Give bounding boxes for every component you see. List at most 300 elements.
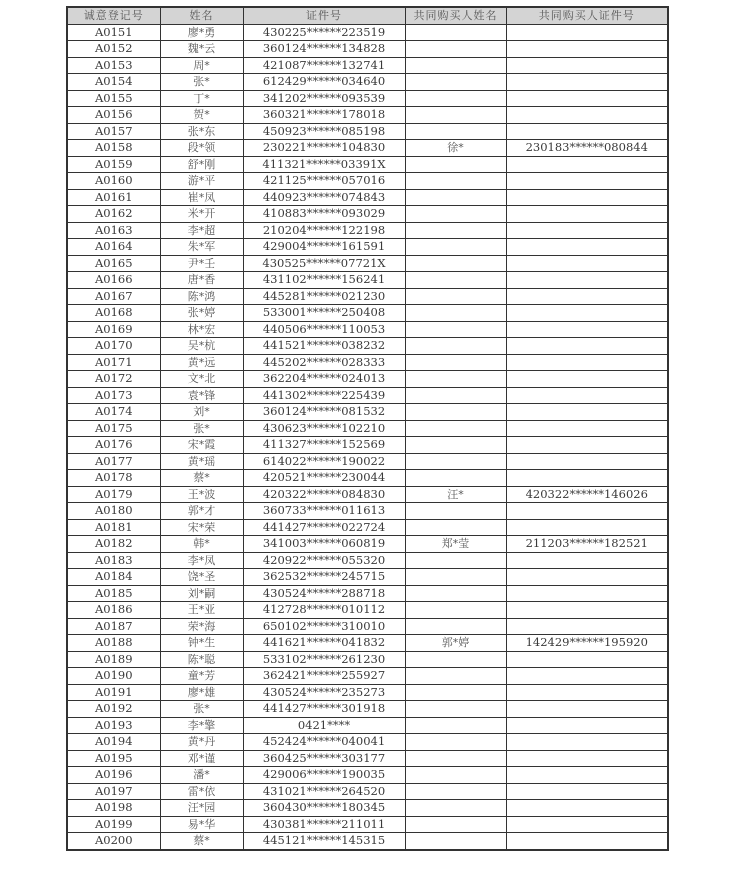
cell-co-buyer-name [405, 453, 506, 470]
cell-co-buyer-id-no: 420322******146026 [506, 486, 668, 503]
cell-co-buyer-id-no [506, 800, 668, 817]
cell-co-buyer-id-no [506, 420, 668, 437]
cell-id-no: 420922******055320 [243, 552, 405, 569]
cell-co-buyer-name [405, 618, 506, 635]
table-row [67, 585, 668, 602]
cell-name: 陈*鸿 [160, 288, 243, 305]
table-row [67, 288, 668, 305]
cell-registration-no: A0169 [67, 321, 160, 338]
cell-registration-no: A0174 [67, 404, 160, 421]
table-row [67, 371, 668, 388]
cell-co-buyer-id-no [506, 585, 668, 602]
cell-co-buyer-name [405, 833, 506, 850]
cell-co-buyer-name [405, 651, 506, 668]
cell-id-no: 533102******261230 [243, 651, 405, 668]
cell-id-no: 429006******190035 [243, 767, 405, 784]
cell-id-no: 420322******084830 [243, 486, 405, 503]
table-row [67, 651, 668, 668]
cell-name: 黄*远 [160, 354, 243, 371]
cell-id-no: 440923******074843 [243, 189, 405, 206]
cell-id-no: 410883******093029 [243, 206, 405, 223]
cell-co-buyer-id-no [506, 717, 668, 734]
cell-id-no: 430525******07721X [243, 255, 405, 272]
cell-name: 朱*军 [160, 239, 243, 256]
cell-co-buyer-name: 徐* [405, 140, 506, 157]
cell-name: 段*领 [160, 140, 243, 157]
cell-co-buyer-name [405, 519, 506, 536]
cell-id-no: 360321******178018 [243, 107, 405, 124]
cell-co-buyer-id-no [506, 107, 668, 124]
cell-co-buyer-id-no [506, 404, 668, 421]
cell-registration-no: A0171 [67, 354, 160, 371]
cell-co-buyer-id-no [506, 470, 668, 487]
cell-co-buyer-id-no [506, 305, 668, 322]
cell-id-no: 360124******081532 [243, 404, 405, 421]
cell-co-buyer-name [405, 305, 506, 322]
cell-co-buyer-id-no: 211203******182521 [506, 536, 668, 553]
cell-co-buyer-id-no [506, 668, 668, 685]
cell-name: 饶*圣 [160, 569, 243, 586]
table-row [67, 222, 668, 239]
cell-co-buyer-name [405, 734, 506, 751]
cell-co-buyer-name [405, 684, 506, 701]
cell-registration-no: A0198 [67, 800, 160, 817]
cell-id-no: 440506******110053 [243, 321, 405, 338]
cell-id-no: 210204******122198 [243, 222, 405, 239]
cell-registration-no: A0176 [67, 437, 160, 454]
cell-registration-no: A0178 [67, 470, 160, 487]
table-row [67, 354, 668, 371]
cell-id-no: 445202******028333 [243, 354, 405, 371]
cell-registration-no: A0186 [67, 602, 160, 619]
cell-co-buyer-name: 汪* [405, 486, 506, 503]
table-row [67, 24, 668, 41]
cell-name: 袁*锋 [160, 387, 243, 404]
cell-co-buyer-name [405, 189, 506, 206]
cell-id-no: 0421**** [243, 717, 405, 734]
cell-name: 王*亚 [160, 602, 243, 619]
cell-id-no: 420521******230044 [243, 470, 405, 487]
cell-co-buyer-id-no [506, 41, 668, 58]
cell-id-no: 431021******264520 [243, 783, 405, 800]
cell-name: 张* [160, 701, 243, 718]
cell-co-buyer-id-no [506, 338, 668, 355]
cell-co-buyer-id-no: 230183******080844 [506, 140, 668, 157]
table-row [67, 305, 668, 322]
cell-id-no: 452424******040041 [243, 734, 405, 751]
header-name: 姓名 [160, 7, 243, 24]
table-row [67, 272, 668, 289]
table-row [67, 338, 668, 355]
cell-co-buyer-id-no [506, 206, 668, 223]
table-row [67, 684, 668, 701]
cell-registration-no: A0182 [67, 536, 160, 553]
cell-registration-no: A0168 [67, 305, 160, 322]
cell-co-buyer-id-no [506, 519, 668, 536]
table-row [67, 404, 668, 421]
cell-co-buyer-id-no [506, 437, 668, 454]
cell-co-buyer-id-no [506, 701, 668, 718]
cell-registration-no: A0197 [67, 783, 160, 800]
table-row [67, 90, 668, 107]
table-row [67, 486, 668, 503]
cell-registration-no: A0181 [67, 519, 160, 536]
cell-id-no: 614022******190022 [243, 453, 405, 470]
header-co-buyer-id-no: 共同购买人证件号 [506, 7, 668, 24]
cell-name: 张*东 [160, 123, 243, 140]
cell-name: 宋*荣 [160, 519, 243, 536]
cell-registration-no: A0200 [67, 833, 160, 850]
cell-co-buyer-id-no [506, 239, 668, 256]
table-row [67, 734, 668, 751]
cell-registration-no: A0166 [67, 272, 160, 289]
cell-registration-no: A0172 [67, 371, 160, 388]
cell-co-buyer-name [405, 585, 506, 602]
cell-co-buyer-name [405, 321, 506, 338]
cell-co-buyer-name [405, 437, 506, 454]
cell-registration-no: A0191 [67, 684, 160, 701]
cell-name: 文*北 [160, 371, 243, 388]
cell-co-buyer-id-no [506, 767, 668, 784]
cell-co-buyer-id-no [506, 750, 668, 767]
cell-registration-no: A0151 [67, 24, 160, 41]
cell-name: 郭*才 [160, 503, 243, 520]
table-row [67, 552, 668, 569]
cell-co-buyer-name [405, 420, 506, 437]
table-row [67, 701, 668, 718]
cell-id-no: 412728******010112 [243, 602, 405, 619]
cell-registration-no: A0195 [67, 750, 160, 767]
cell-name: 韩* [160, 536, 243, 553]
cell-registration-no: A0163 [67, 222, 160, 239]
cell-co-buyer-name [405, 387, 506, 404]
cell-registration-no: A0154 [67, 74, 160, 91]
cell-co-buyer-name [405, 24, 506, 41]
cell-name: 刘*嗣 [160, 585, 243, 602]
table-row [67, 74, 668, 91]
cell-co-buyer-id-no [506, 552, 668, 569]
cell-id-no: 362532******245715 [243, 569, 405, 586]
cell-name: 蔡* [160, 470, 243, 487]
cell-co-buyer-id-no [506, 90, 668, 107]
cell-registration-no: A0179 [67, 486, 160, 503]
cell-co-buyer-name [405, 701, 506, 718]
cell-name: 王*波 [160, 486, 243, 503]
table-row [67, 41, 668, 58]
cell-co-buyer-id-no [506, 816, 668, 833]
cell-registration-no: A0153 [67, 57, 160, 74]
cell-co-buyer-id-no [506, 833, 668, 850]
cell-registration-no: A0177 [67, 453, 160, 470]
cell-co-buyer-id-no [506, 189, 668, 206]
cell-registration-no: A0162 [67, 206, 160, 223]
cell-co-buyer-name: 郭*婷 [405, 635, 506, 652]
cell-co-buyer-name [405, 717, 506, 734]
cell-id-no: 430381******211011 [243, 816, 405, 833]
cell-registration-no: A0180 [67, 503, 160, 520]
cell-co-buyer-id-no [506, 321, 668, 338]
cell-registration-no: A0156 [67, 107, 160, 124]
table-row [67, 437, 668, 454]
cell-id-no: 362204******024013 [243, 371, 405, 388]
cell-registration-no: A0160 [67, 173, 160, 190]
table-row [67, 470, 668, 487]
cell-co-buyer-id-no [506, 651, 668, 668]
table-row [67, 816, 668, 833]
cell-registration-no: A0173 [67, 387, 160, 404]
cell-registration-no: A0161 [67, 189, 160, 206]
cell-registration-no: A0157 [67, 123, 160, 140]
table-row [67, 536, 668, 553]
cell-id-no: 650102******310010 [243, 618, 405, 635]
header-id-no: 证件号 [243, 7, 405, 24]
cell-id-no: 441521******038232 [243, 338, 405, 355]
cell-id-no: 430623******102210 [243, 420, 405, 437]
cell-name: 张* [160, 74, 243, 91]
cell-co-buyer-name [405, 255, 506, 272]
cell-id-no: 411327******152569 [243, 437, 405, 454]
header-co-buyer-name: 共同购买人姓名 [405, 7, 506, 24]
cell-co-buyer-id-no [506, 618, 668, 635]
header-registration-no: 诚意登记号 [67, 7, 160, 24]
table-row [67, 569, 668, 586]
cell-co-buyer-name [405, 57, 506, 74]
table-row [67, 767, 668, 784]
cell-id-no: 430524******288718 [243, 585, 405, 602]
cell-co-buyer-name [405, 668, 506, 685]
cell-co-buyer-id-no [506, 371, 668, 388]
cell-id-no: 341202******093539 [243, 90, 405, 107]
cell-co-buyer-name [405, 371, 506, 388]
table-row [67, 800, 668, 817]
cell-id-no: 441427******301918 [243, 701, 405, 718]
cell-registration-no: A0189 [67, 651, 160, 668]
cell-name: 米*开 [160, 206, 243, 223]
cell-co-buyer-id-no [506, 74, 668, 91]
cell-name: 丁* [160, 90, 243, 107]
cell-id-no: 362421******255927 [243, 668, 405, 685]
table-row [67, 239, 668, 256]
cell-id-no: 360733******011613 [243, 503, 405, 520]
cell-id-no: 360124******134828 [243, 41, 405, 58]
table-row [67, 519, 668, 536]
cell-id-no: 450923******085198 [243, 123, 405, 140]
cell-co-buyer-id-no [506, 453, 668, 470]
cell-co-buyer-id-no [506, 173, 668, 190]
table-row [67, 140, 668, 157]
table-row [67, 107, 668, 124]
cell-registration-no: A0190 [67, 668, 160, 685]
table-row [67, 189, 668, 206]
cell-name: 邓*谨 [160, 750, 243, 767]
cell-name: 陈*聪 [160, 651, 243, 668]
cell-name: 林*宏 [160, 321, 243, 338]
cell-id-no: 430524******235273 [243, 684, 405, 701]
cell-registration-no: A0159 [67, 156, 160, 173]
cell-co-buyer-name [405, 272, 506, 289]
cell-registration-no: A0165 [67, 255, 160, 272]
cell-registration-no: A0155 [67, 90, 160, 107]
cell-co-buyer-name [405, 470, 506, 487]
cell-co-buyer-name [405, 90, 506, 107]
cell-name: 荣*海 [160, 618, 243, 635]
cell-name: 周* [160, 57, 243, 74]
cell-co-buyer-id-no [506, 354, 668, 371]
cell-registration-no: A0199 [67, 816, 160, 833]
cell-co-buyer-id-no [506, 503, 668, 520]
cell-name: 舒*刚 [160, 156, 243, 173]
cell-id-no: 445281******021230 [243, 288, 405, 305]
cell-co-buyer-name [405, 503, 506, 520]
table-row [67, 717, 668, 734]
cell-co-buyer-name [405, 41, 506, 58]
cell-co-buyer-name [405, 404, 506, 421]
cell-name: 钟*生 [160, 635, 243, 652]
cell-registration-no: A0196 [67, 767, 160, 784]
cell-registration-no: A0175 [67, 420, 160, 437]
cell-name: 黄*瑶 [160, 453, 243, 470]
table-row [67, 635, 668, 652]
cell-id-no: 429004******161591 [243, 239, 405, 256]
cell-name: 雷*依 [160, 783, 243, 800]
header-row [67, 7, 668, 24]
cell-id-no: 431102******156241 [243, 272, 405, 289]
cell-registration-no: A0170 [67, 338, 160, 355]
registration-table [66, 6, 669, 851]
cell-co-buyer-id-no [506, 602, 668, 619]
cell-name: 宋*霞 [160, 437, 243, 454]
cell-co-buyer-name [405, 354, 506, 371]
table-row [67, 387, 668, 404]
cell-co-buyer-id-no [506, 24, 668, 41]
cell-registration-no: A0158 [67, 140, 160, 157]
cell-co-buyer-id-no [506, 255, 668, 272]
cell-id-no: 411321******03391X [243, 156, 405, 173]
cell-name: 张*婷 [160, 305, 243, 322]
cell-name: 尹*壬 [160, 255, 243, 272]
table-row [67, 783, 668, 800]
cell-registration-no: A0164 [67, 239, 160, 256]
cell-registration-no: A0193 [67, 717, 160, 734]
cell-id-no: 421125******057016 [243, 173, 405, 190]
cell-registration-no: A0188 [67, 635, 160, 652]
cell-co-buyer-id-no [506, 57, 668, 74]
cell-id-no: 441302******225439 [243, 387, 405, 404]
cell-co-buyer-id-no [506, 734, 668, 751]
table-row [67, 255, 668, 272]
cell-co-buyer-name [405, 816, 506, 833]
cell-co-buyer-name [405, 338, 506, 355]
cell-id-no: 612429******034640 [243, 74, 405, 91]
cell-id-no: 441427******022724 [243, 519, 405, 536]
cell-name: 魏*云 [160, 41, 243, 58]
cell-co-buyer-id-no [506, 387, 668, 404]
cell-registration-no: A0192 [67, 701, 160, 718]
cell-name: 刘* [160, 404, 243, 421]
cell-co-buyer-name [405, 569, 506, 586]
cell-name: 李*凤 [160, 552, 243, 569]
cell-name: 崔*凤 [160, 189, 243, 206]
table-row [67, 123, 668, 140]
cell-co-buyer-id-no [506, 569, 668, 586]
table-row [67, 668, 668, 685]
cell-id-no: 445121******145315 [243, 833, 405, 850]
table-row [67, 173, 668, 190]
cell-name: 廖*雄 [160, 684, 243, 701]
cell-co-buyer-name [405, 800, 506, 817]
cell-co-buyer-name [405, 74, 506, 91]
cell-co-buyer-id-no [506, 222, 668, 239]
cell-id-no: 360425******303177 [243, 750, 405, 767]
cell-co-buyer-name [405, 767, 506, 784]
cell-id-no: 430225******223519 [243, 24, 405, 41]
table-row [67, 503, 668, 520]
cell-name: 汪*园 [160, 800, 243, 817]
cell-name: 廖*勇 [160, 24, 243, 41]
table-row [67, 57, 668, 74]
cell-id-no: 533001******250408 [243, 305, 405, 322]
cell-co-buyer-name [405, 173, 506, 190]
cell-registration-no: A0194 [67, 734, 160, 751]
cell-id-no: 360430******180345 [243, 800, 405, 817]
table-row [67, 833, 668, 850]
cell-registration-no: A0184 [67, 569, 160, 586]
cell-co-buyer-name: 郑*莹 [405, 536, 506, 553]
cell-co-buyer-id-no [506, 156, 668, 173]
cell-co-buyer-id-no [506, 272, 668, 289]
cell-co-buyer-name [405, 222, 506, 239]
table-row [67, 453, 668, 470]
cell-id-no: 441621******041832 [243, 635, 405, 652]
cell-name: 张* [160, 420, 243, 437]
cell-co-buyer-id-no [506, 783, 668, 800]
cell-registration-no: A0167 [67, 288, 160, 305]
cell-co-buyer-id-no [506, 123, 668, 140]
cell-co-buyer-name [405, 107, 506, 124]
table-row [67, 420, 668, 437]
cell-co-buyer-name [405, 750, 506, 767]
table-row [67, 206, 668, 223]
cell-co-buyer-name [405, 783, 506, 800]
cell-name: 黄*丹 [160, 734, 243, 751]
cell-name: 游*平 [160, 173, 243, 190]
cell-name: 李*超 [160, 222, 243, 239]
table-row [67, 156, 668, 173]
cell-co-buyer-name [405, 602, 506, 619]
table-row [67, 618, 668, 635]
cell-id-no: 230221******104830 [243, 140, 405, 157]
cell-co-buyer-name [405, 239, 506, 256]
cell-name: 贺* [160, 107, 243, 124]
cell-registration-no: A0185 [67, 585, 160, 602]
cell-co-buyer-name [405, 206, 506, 223]
cell-co-buyer-name [405, 156, 506, 173]
cell-co-buyer-id-no [506, 288, 668, 305]
cell-registration-no: A0187 [67, 618, 160, 635]
table-row [67, 321, 668, 338]
cell-name: 潘* [160, 767, 243, 784]
cell-co-buyer-id-no [506, 684, 668, 701]
cell-id-no: 341003******060819 [243, 536, 405, 553]
cell-name: 蔡* [160, 833, 243, 850]
cell-id-no: 421087******132741 [243, 57, 405, 74]
cell-name: 李*擎 [160, 717, 243, 734]
cell-name: 童*芳 [160, 668, 243, 685]
cell-registration-no: A0152 [67, 41, 160, 58]
cell-name: 易*华 [160, 816, 243, 833]
cell-co-buyer-name [405, 123, 506, 140]
cell-co-buyer-name [405, 288, 506, 305]
